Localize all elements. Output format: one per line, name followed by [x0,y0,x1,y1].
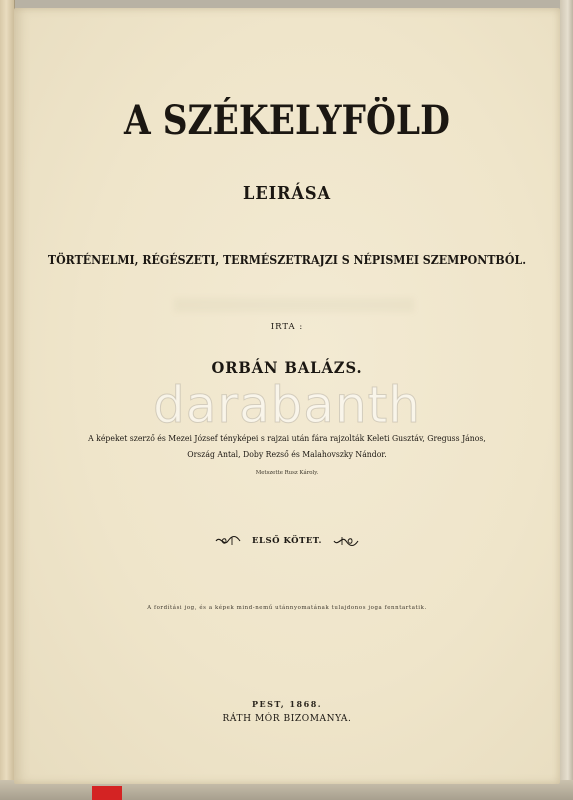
red-bookmark-ribbon [92,786,122,800]
right-ornament-icon [332,533,360,549]
author-name: ORBÁN BALÁZS. [211,358,363,377]
illustration-credits-line-1: A képeket szerző és Mezei József tényképei s rajzai után fára rajzolták Keleti Gusztáv, Greguss János, [88,434,486,444]
written-by-label: IRTA : [270,322,304,332]
publication-place-year: PEST, 1868. [251,699,323,709]
book-title: A SZÉKELYFÖLD [124,97,450,144]
rights-notice: A fordítási jog, és a képek mind-nemű utánnyomatának tulajdonos joga fenntartatik. [147,605,427,611]
book-cover-edge [560,0,573,800]
watermark: darabanth [153,376,421,434]
volume-label: ELSŐ KÖTET. [251,536,322,546]
book-subtitle: TÖRTÉNELMI, RÉGÉSZETI, TERMÉSZETRAJZI S NÉPISMEI SZEMPONTBÓL. [47,252,527,267]
engraver-credit: Metszette Rusz Károly. [255,470,319,476]
volume-row [14,530,560,552]
left-ornament-icon [214,533,242,549]
illustration-credits-line-2: Ország Antal, Doby Rezső és Malahovszky Nándor. [187,450,387,460]
book-spine-edge [0,0,15,800]
book-subtitle-word: LEIRÁSA [243,183,331,204]
title-page [14,8,560,784]
publisher: RÁTH MÓR BIZOMANYA. [222,713,352,724]
show-through-text [174,298,414,312]
